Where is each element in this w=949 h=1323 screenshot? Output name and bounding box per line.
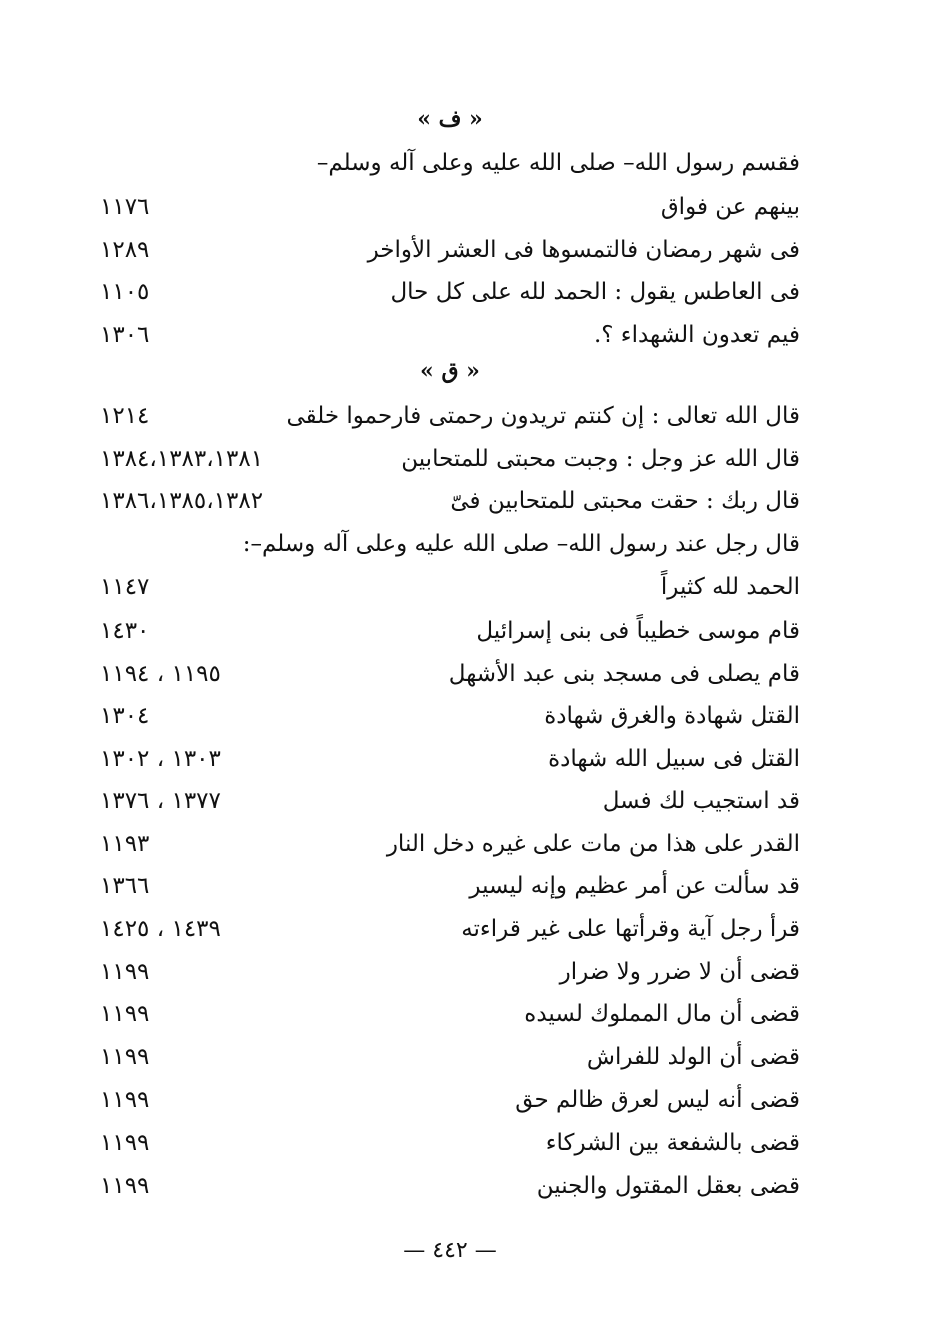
- entry-text: قضى أنه ليس لعرق ظالم حق: [515, 1087, 800, 1113]
- entry-text: قرأ رجل آية وقرأتها على غير قراءته: [461, 916, 800, 942]
- index-row: [100, 315, 800, 355]
- section-header-fa: « ف »: [417, 106, 483, 132]
- entry-ref: ١٤٣٠: [100, 618, 150, 644]
- index-row: [100, 230, 800, 270]
- entry-ref: ١٣٠٣ ، ١٣٠٢: [100, 746, 221, 772]
- entry-text: فى شهر رمضان فالتمسوها فى العشر الأواخر: [367, 237, 800, 263]
- entry-ref: ١١٧٦: [100, 194, 150, 220]
- entry-text: فقسم رسول الله– صلى الله عليه وعلى آله وسلم–: [316, 150, 800, 176]
- entry-text: قام موسى خطيباً فى بنى إسرائيل: [476, 618, 800, 644]
- index-row: [100, 739, 800, 779]
- entry-ref: ١١٩٩: [100, 1130, 150, 1156]
- entry-text: قضى أن لا ضرر ولا ضرار: [559, 959, 800, 985]
- entry-ref: ١١٩٩: [100, 1044, 150, 1070]
- entry-text: قد سألت عن أمر عظيم وإنه ليسير: [469, 873, 800, 899]
- entry-ref: ١٣٧٧ ، ١٣٧٦: [100, 788, 221, 814]
- index-row: [100, 524, 800, 564]
- entry-ref: ١١٩٩: [100, 1173, 150, 1199]
- entry-text: قال رجل عند رسول الله– صلى الله عليه وعلى آله وسلم–:: [242, 531, 800, 557]
- entry-text: قد استجيب لك فسل: [602, 788, 800, 814]
- index-row: [100, 952, 800, 992]
- index-row: [100, 611, 800, 651]
- index-row: [100, 654, 800, 694]
- index-row: [100, 1037, 800, 1077]
- entry-ref: ١٣٨٤،١٣٨٣،١٣٨١: [100, 446, 264, 472]
- entry-text: فى العاطس يقول : الحمد لله على كل حال: [390, 279, 800, 305]
- index-row: [100, 396, 800, 436]
- entry-ref: ١١٠٥: [100, 279, 150, 305]
- entry-text: قضى بالشفعة بين الشركاء: [545, 1130, 800, 1156]
- page-number: — ٤٤٢ —: [403, 1238, 497, 1263]
- entry-text: قضى أن مال المملوك لسيده: [524, 1001, 800, 1027]
- entry-text: قال ربك : حقت محبتى للمتحابين فىّ: [450, 488, 800, 514]
- index-row: [100, 1123, 800, 1163]
- entry-text: القتل فى سبيل الله شهادة: [548, 746, 800, 772]
- entry-ref: ١١٩٩: [100, 1087, 150, 1113]
- index-row: [100, 1080, 800, 1120]
- index-row: [100, 994, 800, 1034]
- index-row: [100, 1166, 800, 1206]
- entry-ref: ١١٤٧: [100, 574, 150, 600]
- entry-text: قام يصلى فى مسجد بنى عبد الأشهل: [448, 661, 800, 687]
- index-row: [100, 824, 800, 864]
- entry-ref: ١٢٨٩: [100, 237, 150, 263]
- entry-text: فيم تعدون الشهداء ؟.: [593, 322, 800, 348]
- entry-text: بينهم عن فواق: [660, 194, 800, 220]
- section-header-qaf: « ق »: [420, 358, 480, 384]
- entry-text: الحمد لله كثيراً: [660, 574, 800, 600]
- entry-ref: ١١٩٩: [100, 1001, 150, 1027]
- index-row: [100, 909, 800, 949]
- entry-text: القدر على هذا من مات على غيره دخل النار: [386, 831, 800, 857]
- entry-ref: ١٣٨٦،١٣٨٥،١٣٨٢: [100, 488, 264, 514]
- entry-text: القتل شهادة والغرق شهادة: [544, 703, 800, 729]
- entry-text: قضى بعقل المقتول والجنين: [536, 1173, 800, 1199]
- index-row: [100, 866, 800, 906]
- entry-ref: ١٣٠٦: [100, 322, 150, 348]
- entry-text: قضى أن الولد للفراش: [586, 1044, 800, 1070]
- index-row: [100, 567, 800, 607]
- index-row: [100, 187, 800, 227]
- index-row: [100, 272, 800, 312]
- entry-ref: ١١٩٣: [100, 831, 150, 857]
- entry-text: قال الله تعالى : إن كنتم تريدون رحمتى فارحموا خلقى: [286, 403, 800, 429]
- entry-ref: ١٣٦٦: [100, 873, 150, 899]
- index-row: [100, 781, 800, 821]
- index-row: [100, 696, 800, 736]
- index-row: [100, 143, 800, 183]
- entry-ref: ١٢١٤: [100, 403, 150, 429]
- entry-ref: ١٤٣٩ ، ١٤٢٥: [100, 916, 221, 942]
- entry-ref: ١١٩٩: [100, 959, 150, 985]
- entry-ref: ١٣٠٤: [100, 703, 150, 729]
- index-row: [100, 481, 800, 521]
- entry-text: قال الله عز وجل : وجبت محبتى للمتحابين: [401, 446, 800, 472]
- entry-ref: ١١٩٥ ، ١١٩٤: [100, 661, 221, 687]
- index-row: [100, 439, 800, 479]
